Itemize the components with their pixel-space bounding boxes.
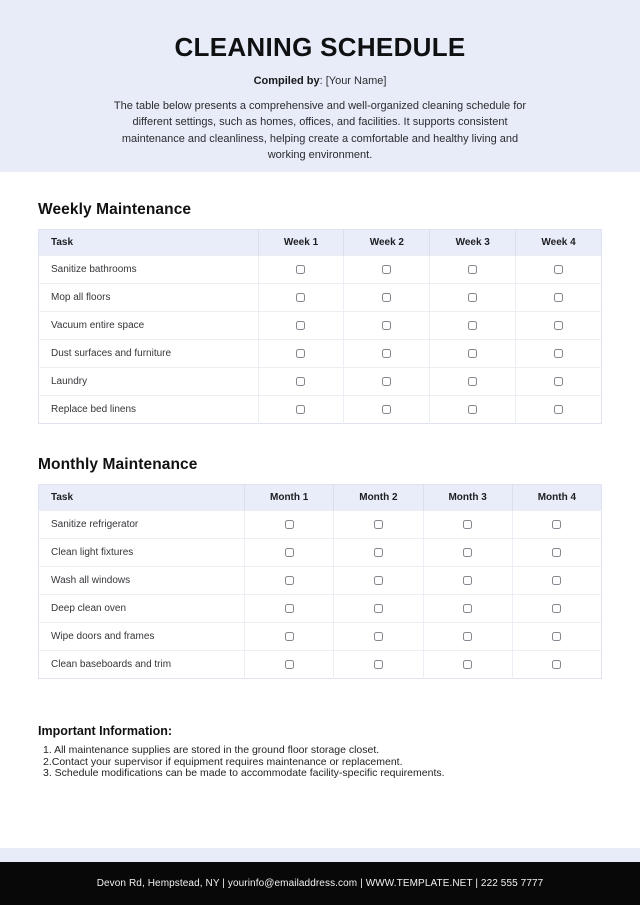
task-label: Clean baseboards and trim <box>39 651 245 679</box>
task-checkbox[interactable] <box>374 632 383 641</box>
header-section <box>0 0 640 172</box>
task-label: Wipe doors and frames <box>39 623 245 651</box>
task-label: Mop all floors <box>39 284 259 312</box>
task-checkbox[interactable] <box>554 265 563 274</box>
checkbox-cell <box>516 340 602 368</box>
column-header: Month 2 <box>334 485 423 511</box>
task-checkbox[interactable] <box>296 349 305 358</box>
table-row <box>39 567 602 595</box>
task-label: Deep clean oven <box>39 595 245 623</box>
checkbox-cell <box>512 595 601 623</box>
task-checkbox[interactable] <box>468 265 477 274</box>
task-checkbox[interactable] <box>285 548 294 557</box>
checkbox-cell <box>245 651 334 679</box>
checkbox-cell <box>258 396 344 424</box>
checkbox-cell <box>334 539 423 567</box>
task-checkbox[interactable] <box>296 377 305 386</box>
checkbox-cell <box>245 511 334 539</box>
task-checkbox[interactable] <box>468 377 477 386</box>
checkbox-cell <box>334 623 423 651</box>
checkbox-cell <box>512 567 601 595</box>
checkbox-cell <box>512 539 601 567</box>
weekly-maintenance-table <box>38 229 602 424</box>
column-header: Month 1 <box>245 485 334 511</box>
task-checkbox[interactable] <box>296 321 305 330</box>
checkbox-cell <box>344 340 430 368</box>
checkbox-cell <box>258 340 344 368</box>
checkbox-cell <box>258 368 344 396</box>
pre-footer-strip <box>0 848 640 862</box>
list-item: 2.Contact your supervisor if equipment requires maintenance or replacement. <box>43 755 403 768</box>
compiled-by-value: : [Your Name] <box>319 75 387 87</box>
table-row <box>39 284 602 312</box>
checkbox-cell <box>430 368 516 396</box>
checkbox-cell <box>516 256 602 284</box>
section-heading-weekly: Weekly Maintenance <box>38 201 192 218</box>
table-row <box>39 651 602 679</box>
task-label: Sanitize refrigerator <box>39 511 245 539</box>
task-checkbox[interactable] <box>382 349 391 358</box>
checkbox-cell <box>258 284 344 312</box>
checkbox-cell <box>258 256 344 284</box>
task-checkbox[interactable] <box>554 405 563 414</box>
column-header: Month 4 <box>512 485 601 511</box>
task-checkbox[interactable] <box>554 321 563 330</box>
footer-text: Devon Rd, Hempstead, NY | yourinfo@emailaddress.com | WWW.TEMPLATE.NET | 222 555 7777 <box>96 878 544 889</box>
task-checkbox[interactable] <box>554 293 563 302</box>
weekly-table-container <box>38 229 602 424</box>
task-label: Laundry <box>39 368 259 396</box>
important-info-list <box>38 745 602 780</box>
task-checkbox[interactable] <box>468 321 477 330</box>
task-checkbox[interactable] <box>552 632 561 641</box>
task-label: Clean light fixtures <box>39 539 245 567</box>
checkbox-cell <box>245 595 334 623</box>
task-checkbox[interactable] <box>468 293 477 302</box>
checkbox-cell <box>430 340 516 368</box>
task-checkbox[interactable] <box>382 377 391 386</box>
task-checkbox[interactable] <box>463 576 472 585</box>
checkbox-cell <box>430 256 516 284</box>
task-checkbox[interactable] <box>382 405 391 414</box>
list-item: 3. Schedule modifications can be made to accommodate facility-specific requirements. <box>43 767 445 780</box>
monthly-table-container <box>38 484 602 679</box>
task-checkbox[interactable] <box>463 660 472 669</box>
checkbox-cell <box>245 623 334 651</box>
checkbox-cell <box>430 312 516 340</box>
table-row <box>39 256 602 284</box>
checkbox-cell <box>334 511 423 539</box>
task-checkbox[interactable] <box>296 293 305 302</box>
table-row <box>39 368 602 396</box>
task-checkbox[interactable] <box>285 604 294 613</box>
checkbox-cell <box>344 368 430 396</box>
task-checkbox[interactable] <box>374 520 383 529</box>
task-checkbox[interactable] <box>285 576 294 585</box>
column-header: Week 2 <box>344 230 430 256</box>
checkbox-cell <box>258 312 344 340</box>
task-checkbox[interactable] <box>296 405 305 414</box>
section-heading-monthly: Monthly Maintenance <box>38 456 198 473</box>
task-checkbox[interactable] <box>552 520 561 529</box>
table-row <box>39 623 602 651</box>
footer <box>0 862 640 905</box>
task-checkbox[interactable] <box>468 349 477 358</box>
task-checkbox[interactable] <box>285 632 294 641</box>
checkbox-cell <box>423 651 512 679</box>
checkbox-cell <box>334 567 423 595</box>
table-row <box>39 539 602 567</box>
column-header: Week 3 <box>430 230 516 256</box>
table-row <box>39 595 602 623</box>
table-row <box>39 340 602 368</box>
task-checkbox[interactable] <box>374 576 383 585</box>
checkbox-cell <box>344 396 430 424</box>
task-checkbox[interactable] <box>382 265 391 274</box>
task-checkbox[interactable] <box>552 548 561 557</box>
table-row <box>39 511 602 539</box>
compiled-by-label: Compiled by <box>253 75 320 87</box>
checkbox-cell <box>344 312 430 340</box>
checkbox-cell <box>344 256 430 284</box>
column-header: Week 1 <box>258 230 344 256</box>
task-checkbox[interactable] <box>463 520 472 529</box>
important-info-heading: Important Information: <box>38 724 173 738</box>
list-item: 1. All maintenance supplies are stored in the ground floor storage closet. <box>43 744 380 756</box>
checkbox-cell <box>245 539 334 567</box>
task-checkbox[interactable] <box>463 604 472 613</box>
main-content <box>0 172 640 848</box>
task-checkbox[interactable] <box>554 377 563 386</box>
task-checkbox[interactable] <box>382 293 391 302</box>
column-header: Week 4 <box>516 230 602 256</box>
checkbox-cell <box>245 567 334 595</box>
checkbox-cell <box>423 539 512 567</box>
task-label: Replace bed linens <box>39 396 259 424</box>
compiled-by-line <box>0 75 640 87</box>
page-title: CLEANING SCHEDULE <box>174 32 466 62</box>
checkbox-cell <box>423 595 512 623</box>
checkbox-cell <box>512 651 601 679</box>
checkbox-cell <box>512 623 601 651</box>
task-checkbox[interactable] <box>285 520 294 529</box>
task-label: Wash all windows <box>39 567 245 595</box>
column-header: Month 3 <box>423 485 512 511</box>
task-checkbox[interactable] <box>468 405 477 414</box>
checkbox-cell <box>430 396 516 424</box>
task-label: Dust surfaces and furniture <box>39 340 259 368</box>
task-checkbox[interactable] <box>296 265 305 274</box>
task-checkbox[interactable] <box>382 321 391 330</box>
checkbox-cell <box>430 284 516 312</box>
column-header: Task <box>39 230 259 256</box>
checkbox-cell <box>423 511 512 539</box>
checkbox-cell <box>516 396 602 424</box>
column-header: Task <box>39 485 245 511</box>
task-label: Vacuum entire space <box>39 312 259 340</box>
checkbox-cell <box>516 368 602 396</box>
checkbox-cell <box>423 623 512 651</box>
checkbox-cell <box>334 651 423 679</box>
task-label: Sanitize bathrooms <box>39 256 259 284</box>
checkbox-cell <box>334 595 423 623</box>
description-text: The table below presents a comprehensive and well-organized cleaning schedule for different settings, such as homes, offices, and facilities. It supports consistent maintenance and cleanliness, helping create a comfortable and healthy living and working environment. <box>113 100 527 161</box>
task-checkbox[interactable] <box>374 548 383 557</box>
table-row <box>39 312 602 340</box>
task-checkbox[interactable] <box>285 660 294 669</box>
checkbox-cell <box>344 284 430 312</box>
task-checkbox[interactable] <box>554 349 563 358</box>
task-checkbox[interactable] <box>374 604 383 613</box>
task-checkbox[interactable] <box>552 660 561 669</box>
table-row <box>39 396 602 424</box>
task-checkbox[interactable] <box>552 576 561 585</box>
monthly-maintenance-table <box>38 484 602 679</box>
task-checkbox[interactable] <box>552 604 561 613</box>
checkbox-cell <box>516 312 602 340</box>
checkbox-cell <box>423 567 512 595</box>
task-checkbox[interactable] <box>463 548 472 557</box>
checkbox-cell <box>516 284 602 312</box>
checkbox-cell <box>512 511 601 539</box>
task-checkbox[interactable] <box>374 660 383 669</box>
task-checkbox[interactable] <box>463 632 472 641</box>
